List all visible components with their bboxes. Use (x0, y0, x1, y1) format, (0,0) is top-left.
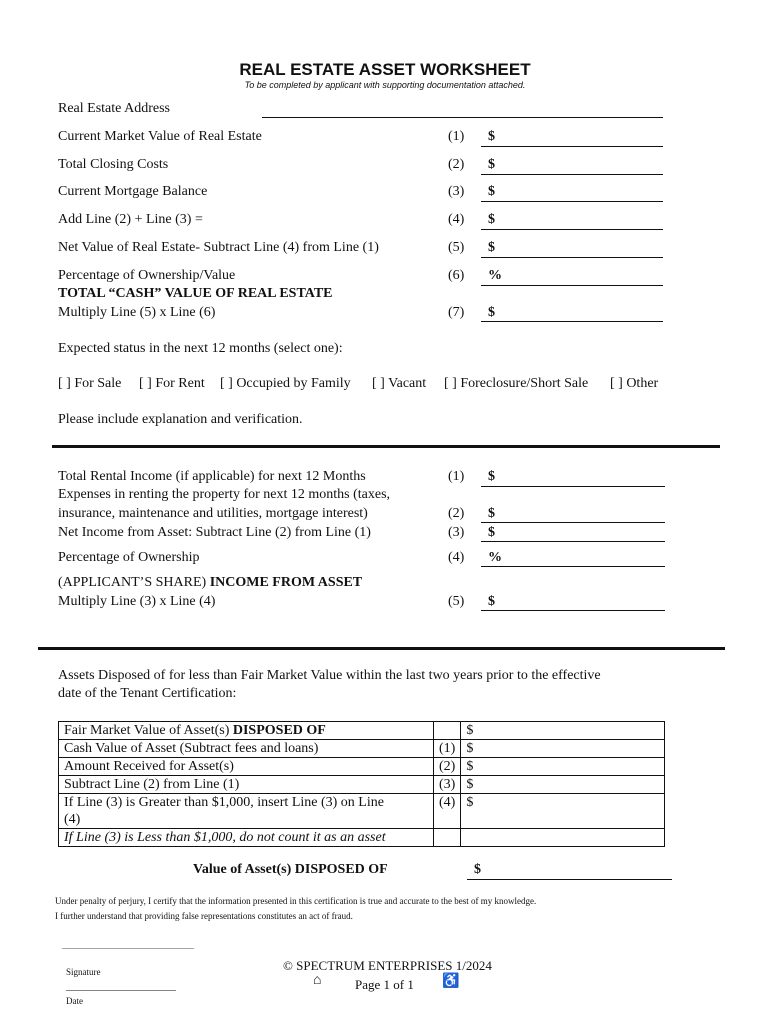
status-foreclosure[interactable]: [ ] Foreclosure/Short Sale (444, 376, 589, 391)
dollar-prefix: $ (488, 212, 495, 227)
closing-costs-label: Total Closing Costs (58, 157, 169, 172)
table-row (59, 758, 665, 776)
line-number: (2) (448, 506, 465, 521)
rental-income-label: Total Rental Income (if applicable) for next 12 Months (58, 469, 366, 484)
net-value-label: Net Value of Real Estate- Subtract Line (4) from Line (1) (58, 240, 379, 255)
certification-text-cont: I further understand that providing false representations constitutes an act of fraud. (55, 911, 353, 921)
line-number: (4) (448, 212, 465, 227)
closing-costs-field[interactable] (481, 174, 663, 175)
percent-prefix: % (488, 268, 502, 283)
dollar-cell[interactable]: $ (461, 794, 665, 829)
line-number: (1) (434, 740, 461, 758)
date-label: Date (66, 996, 83, 1006)
total-cash-field[interactable] (481, 321, 663, 322)
expenses-field[interactable] (481, 522, 665, 523)
market-value-label: Current Market Value of Real Estate (58, 129, 262, 144)
mortgage-balance-label: Current Mortgage Balance (58, 184, 208, 199)
fair-market-label: Fair Market Value of Asset(s) (64, 723, 230, 738)
less-than-note: If Line (3) is Less than $1,000, do not count it as an asset (59, 829, 434, 847)
status-other[interactable]: [ ] Other (610, 376, 659, 391)
dollar-cell[interactable]: $ (461, 722, 665, 740)
income-from-asset-heading (58, 575, 362, 591)
line-number: (3) (448, 525, 465, 540)
address-line[interactable] (262, 117, 663, 118)
table-row (59, 794, 665, 829)
dollar-prefix: $ (488, 305, 495, 320)
disposed-intro-cont: date of the Tenant Certification: (58, 686, 237, 701)
line-number: (1) (448, 469, 465, 484)
line-number: (6) (448, 268, 465, 283)
dollar-prefix: $ (474, 862, 481, 877)
subtract-label: Subtract Line (2) from Line (1) (59, 776, 434, 794)
disposed-assets-table (58, 721, 665, 847)
certification-text: Under penalty of perjury, I certify that the information presented in this certification is true and accurate to the best of my knowledge. (55, 896, 537, 906)
line-number: (4) (434, 794, 461, 829)
dollar-prefix: $ (488, 469, 495, 484)
dollar-prefix: $ (488, 594, 495, 609)
expenses-label: Expenses in renting the property for next 12 months (taxes, (58, 487, 391, 502)
line-number: (5) (448, 240, 465, 255)
income-from-asset-field[interactable] (481, 610, 665, 611)
status-vacant[interactable]: [ ] Vacant (372, 376, 427, 391)
dollar-prefix: $ (488, 184, 495, 199)
mortgage-balance-field[interactable] (481, 201, 663, 202)
dollar-cell[interactable]: $ (461, 758, 665, 776)
greater-than-text-cont: (4) (64, 812, 81, 827)
income-from-asset-label: Multiply Line (3) x Line (4) (58, 594, 216, 609)
dollar-prefix: $ (488, 157, 495, 172)
status-prompt: Expected status in the next 12 months (select one): (58, 341, 343, 356)
status-for-rent[interactable]: [ ] For Rent (139, 376, 205, 391)
page-number: Page 1 of 1 (355, 977, 414, 992)
dollar-prefix: $ (488, 240, 495, 255)
table-row (59, 722, 665, 740)
table-row (59, 829, 665, 847)
section-divider (38, 647, 725, 650)
net-income-field[interactable] (481, 541, 665, 542)
line-number: (4) (448, 550, 465, 565)
dollar-prefix: $ (488, 506, 495, 521)
applicant-share-text: (APPLICANT’S SHARE) (58, 575, 207, 590)
cash-value-label: Cash Value of Asset (Subtract fees and loans) (59, 740, 434, 758)
line-number: (3) (448, 184, 465, 199)
signature-line[interactable]: ________________________ (62, 938, 194, 950)
greater-than-text: If Line (3) is Greater than $1,000, insert Line (3) on Line (64, 795, 384, 810)
status-occupied[interactable]: [ ] Occupied by Family (220, 376, 351, 391)
ownership-label: Percentage of Ownership (58, 550, 200, 565)
add-lines-field[interactable] (481, 229, 663, 230)
table-row (59, 740, 665, 758)
ownership-percent-field[interactable] (481, 285, 663, 286)
dollar-prefix: $ (488, 129, 495, 144)
copyright: © SPECTRUM ENTERPRISES 1/2024 (283, 958, 492, 973)
ownership-field[interactable] (481, 566, 665, 567)
table-cell (434, 829, 461, 847)
dollar-cell[interactable]: $ (461, 740, 665, 758)
dollar-cell[interactable]: $ (461, 776, 665, 794)
add-lines-label: Add Line (2) + Line (3) = (58, 212, 203, 227)
amount-received-label: Amount Received for Asset(s) (59, 758, 434, 776)
accessibility-icon: ♿ (442, 974, 460, 989)
rental-income-field[interactable] (481, 486, 665, 487)
explanation-note: Please include explanation and verification. (58, 412, 303, 427)
line-number: (7) (448, 305, 465, 320)
net-income-label: Net Income from Asset: Subtract Line (2) from Line (1) (58, 525, 371, 540)
net-value-field[interactable] (481, 257, 663, 258)
line-number: (2) (434, 758, 461, 776)
line-number: (3) (434, 776, 461, 794)
equal-housing-icon: ⌂ (313, 973, 322, 988)
line-number: (2) (448, 157, 465, 172)
disposed-of-label: DISPOSED OF (232, 723, 326, 738)
dollar-prefix: $ (488, 525, 495, 540)
table-cell (434, 722, 461, 740)
table-row (59, 776, 665, 794)
table-cell (59, 722, 434, 740)
expenses-label-cont: insurance, maintenance and utilities, mortgage interest) (58, 506, 368, 521)
total-cash-label: Multiply Line (5) x Line (6) (58, 305, 216, 320)
signature-label: Signature (66, 967, 101, 977)
status-for-sale[interactable]: [ ] For Sale (58, 376, 122, 391)
page-subtitle: To be completed by applicant with supporting documentation attached. (244, 80, 526, 90)
income-from-asset-text: INCOME FROM ASSET (209, 575, 363, 590)
line-number: (1) (448, 129, 465, 144)
page-title: REAL ESTATE ASSET WORKSHEET (239, 60, 531, 79)
greater-than-label (59, 794, 434, 829)
disposed-intro: Assets Disposed of for less than Fair Market Value within the last two years prior to the effective (58, 668, 601, 683)
value-disposed-label: Value of Asset(s) DISPOSED OF (193, 862, 388, 877)
table-cell (461, 829, 665, 847)
date-line[interactable]: ____________________ (66, 980, 176, 992)
section-divider (52, 445, 720, 448)
value-disposed-field[interactable] (467, 879, 672, 880)
total-cash-heading: TOTAL “CASH” VALUE OF REAL ESTATE (58, 286, 333, 301)
address-label: Real Estate Address (58, 101, 170, 116)
line-number: (5) (448, 594, 465, 609)
market-value-field[interactable] (481, 146, 663, 147)
percent-prefix: % (488, 550, 502, 565)
ownership-percent-label: Percentage of Ownership/Value (58, 268, 236, 283)
